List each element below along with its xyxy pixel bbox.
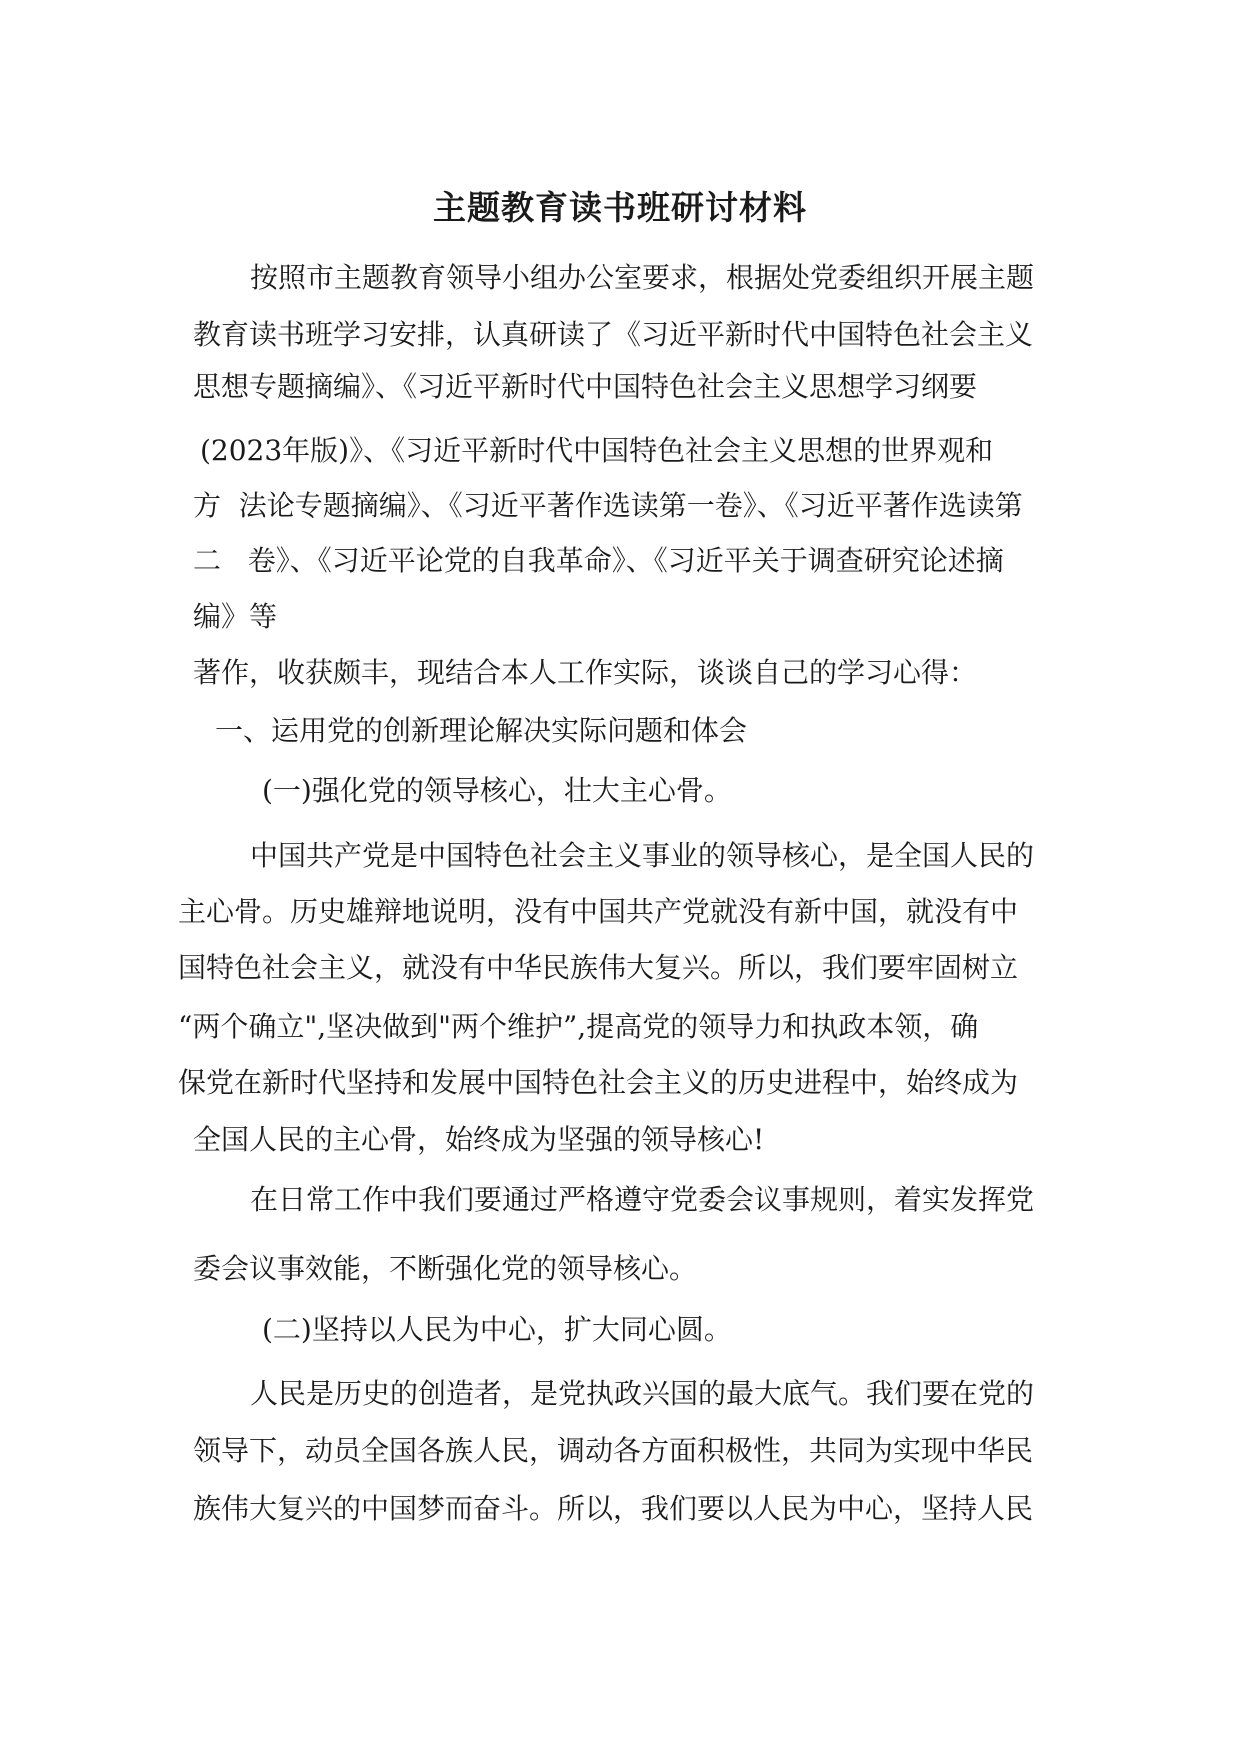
paragraph-line: 在日常工作中我们要通过严格遵守党委会议事规则，着实发挥党 [250,1183,1035,1216]
paragraph-line: 保党在新时代坚持和发展中国特色社会主义的历史进程中，始终成为 [178,1066,1019,1099]
paragraph-line: 编》等 [193,600,278,633]
paragraph-line: 人民是历史的创造者，是党执政兴国的最大底气。我们要在党的 [250,1377,1035,1410]
paragraph-line: 按照市主题教育领导小组办公室要求，根据处党委组织开展主题 [250,261,1035,294]
paragraph-line: 全国人民的主心骨，始终成为坚强的领导核心! [193,1123,765,1156]
paragraph-line: 领导下，动员全国各族人民，调动各方面积极性，共同为实现中华民 [193,1434,1034,1467]
subsection-heading: (一)强化党的领导核心，壮大主心骨。 [262,774,732,807]
paragraph-line: 委会议事效能，不断强化党的领导核心。 [193,1252,698,1285]
subsection-heading: (二)坚持以人民为中心，扩大同心圆。 [262,1313,732,1346]
paragraph-line: 族伟大复兴的中国梦而奋斗。所以，我们要以人民为中心，坚持人民 [193,1492,1034,1525]
paragraph-line: 国特色社会主义，就没有中华民族伟大复兴。所以，我们要牢固树立 [178,951,1019,984]
paragraph-line: (2023年版)》、《习近平新时代中国特色社会主义思想的世界观和 [200,434,994,467]
paragraph-line: 思想专题摘编》、《习近平新时代中国特色社会主义思想学习纲要 [193,370,978,403]
paragraph-line: 方 法论专题摘编》、《习近平著作选读第一卷》、《习近平著作选读第 [193,489,1023,522]
paragraph-line: 主心骨。历史雄辩地说明，没有中国共产党就没有新中国，就没有中 [178,895,1019,928]
paragraph-line: “两个确立",坚决做到"两个维护”,提高党的领导力和执政本领，确 [178,1010,979,1043]
section-heading: 一、运用党的创新理论解决实际问题和体会 [215,714,748,747]
paragraph-line: 著作，收获颇丰，现结合本人工作实际，谈谈自己的学习心得： [193,656,978,689]
paragraph-line: 教育读书班学习安排，认真研读了《习近平新时代中国特色社会主义 [193,318,1034,351]
paragraph-line: 中国共产党是中国特色社会主义事业的领导核心，是全国人民的 [250,839,1035,872]
document-title: 主题教育读书班研讨材料 [433,188,807,227]
paragraph-line: 二 卷》、《习近平论党的自我革命》、《习近平关于调查研究论述摘 [193,544,1004,577]
